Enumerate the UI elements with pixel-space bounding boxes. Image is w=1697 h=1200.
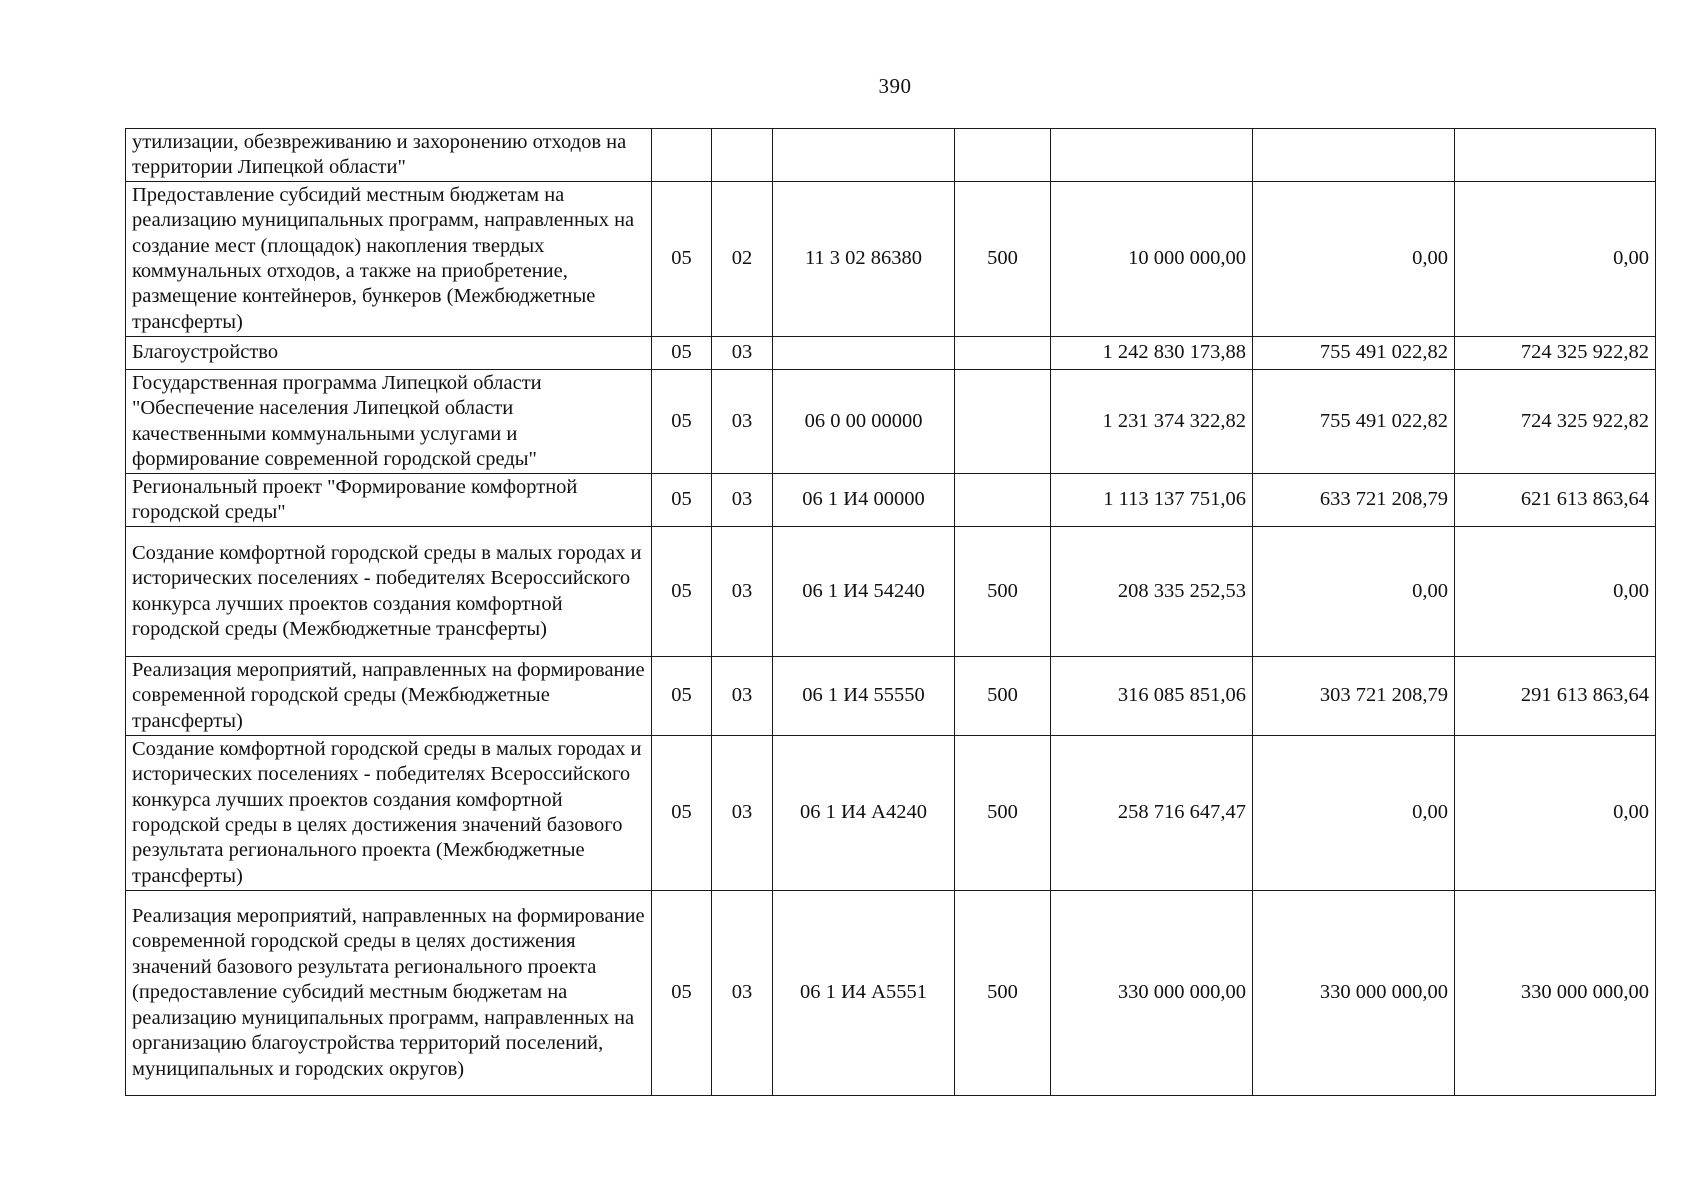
amount-year-3: 330 000 000,00	[1455, 891, 1656, 1096]
section-code	[652, 129, 712, 182]
target-article-code: 06 0 00 00000	[773, 370, 955, 474]
target-article-code: 06 1 И4 А4240	[773, 736, 955, 891]
section-code: 05	[652, 370, 712, 474]
row-description: Благоустройство	[126, 337, 652, 370]
amount-year-1	[1051, 129, 1253, 182]
row-description: Государственная программа Липецкой области "Обеспечение населения Липецкой области качественными коммунальными услугами и формирование современной городской среды"	[126, 370, 652, 474]
section-code: 05	[652, 182, 712, 337]
table-row	[126, 370, 1656, 474]
amount-year-2: 755 491 022,82	[1253, 337, 1455, 370]
amount-year-1: 208 335 252,53	[1051, 527, 1253, 657]
table-row	[126, 657, 1656, 736]
row-description: Предоставление субсидий местным бюджетам на реализацию муниципальных программ, направленных на создание мест (площадок) накопления твердых коммунальных отходов, а также на приобретение, размещение контейнеров, бункеров (Межбюджетные трансферты)	[126, 182, 652, 337]
amount-year-3: 291 613 863,64	[1455, 657, 1656, 736]
amount-year-2: 0,00	[1253, 736, 1455, 891]
subsection-code: 03	[712, 891, 773, 1096]
row-description: Реализация мероприятий, направленных на формирование современной городской среды в целях достижения значений базового результата регионального проекта (предоставление субсидий местным бюджетам на реализацию муниципальных программ, направленных на организацию благоустройства территорий поселений, муниципальных и городских округов)	[126, 891, 652, 1096]
table-row	[126, 129, 1656, 182]
section-code: 05	[652, 736, 712, 891]
expense-type-code	[955, 337, 1051, 370]
subsection-code: 03	[712, 474, 773, 527]
table-row	[126, 182, 1656, 337]
target-article-code: 11 3 02 86380	[773, 182, 955, 337]
expense-type-code: 500	[955, 182, 1051, 337]
section-code: 05	[652, 527, 712, 657]
subsection-code: 03	[712, 337, 773, 370]
target-article-code	[773, 337, 955, 370]
row-description: Региональный проект "Формирование комфортной городской среды"	[126, 474, 652, 527]
amount-year-2: 303 721 208,79	[1253, 657, 1455, 736]
table-row	[126, 891, 1656, 1096]
amount-year-1: 1 113 137 751,06	[1051, 474, 1253, 527]
table-row	[126, 474, 1656, 527]
table-row	[126, 337, 1656, 370]
page-number: 390	[878, 74, 912, 98]
amount-year-3: 0,00	[1455, 182, 1656, 337]
target-article-code: 06 1 И4 А5551	[773, 891, 955, 1096]
subsection-code: 03	[712, 527, 773, 657]
expense-type-code	[955, 474, 1051, 527]
section-code: 05	[652, 657, 712, 736]
section-code: 05	[652, 474, 712, 527]
amount-year-3: 621 613 863,64	[1455, 474, 1656, 527]
row-description: Реализация мероприятий, направленных на формирование современной городской среды (Межбюджетные трансферты)	[126, 657, 652, 736]
amount-year-3	[1455, 129, 1656, 182]
section-code: 05	[652, 337, 712, 370]
amount-year-1: 1 231 374 322,82	[1051, 370, 1253, 474]
row-description: утилизации, обезвреживанию и захоронению отходов на территории Липецкой области"	[126, 129, 652, 182]
amount-year-3: 0,00	[1455, 527, 1656, 657]
budget-table	[125, 128, 1656, 1096]
amount-year-1: 330 000 000,00	[1051, 891, 1253, 1096]
amount-year-3: 724 325 922,82	[1455, 337, 1656, 370]
expense-type-code: 500	[955, 891, 1051, 1096]
expense-type-code	[955, 370, 1051, 474]
amount-year-1: 10 000 000,00	[1051, 182, 1253, 337]
table-row	[126, 527, 1656, 657]
amount-year-2: 755 491 022,82	[1253, 370, 1455, 474]
target-article-code: 06 1 И4 54240	[773, 527, 955, 657]
amount-year-2: 0,00	[1253, 182, 1455, 337]
section-code: 05	[652, 891, 712, 1096]
expense-type-code: 500	[955, 527, 1051, 657]
target-article-code: 06 1 И4 00000	[773, 474, 955, 527]
table-row	[126, 736, 1656, 891]
amount-year-3: 0,00	[1455, 736, 1656, 891]
amount-year-2: 330 000 000,00	[1253, 891, 1455, 1096]
amount-year-1: 1 242 830 173,88	[1051, 337, 1253, 370]
amount-year-2: 0,00	[1253, 527, 1455, 657]
expense-type-code: 500	[955, 657, 1051, 736]
amount-year-3: 724 325 922,82	[1455, 370, 1656, 474]
amount-year-2: 633 721 208,79	[1253, 474, 1455, 527]
row-description: Создание комфортной городской среды в малых городах и исторических поселениях - победителях Всероссийского конкурса лучших проектов создания комфортной городской среды (Межбюджетные трансферты)	[126, 527, 652, 657]
amount-year-1: 258 716 647,47	[1051, 736, 1253, 891]
expense-type-code	[955, 129, 1051, 182]
subsection-code: 03	[712, 370, 773, 474]
subsection-code	[712, 129, 773, 182]
amount-year-2	[1253, 129, 1455, 182]
target-article-code: 06 1 И4 55550	[773, 657, 955, 736]
target-article-code	[773, 129, 955, 182]
subsection-code: 03	[712, 657, 773, 736]
row-description: Создание комфортной городской среды в малых городах и исторических поселениях - победителях Всероссийского конкурса лучших проектов создания комфортной городской среды в целях достижения значений базового результата регионального проекта (Межбюджетные трансферты)	[126, 736, 652, 891]
expense-type-code: 500	[955, 736, 1051, 891]
subsection-code: 02	[712, 182, 773, 337]
amount-year-1: 316 085 851,06	[1051, 657, 1253, 736]
subsection-code: 03	[712, 736, 773, 891]
